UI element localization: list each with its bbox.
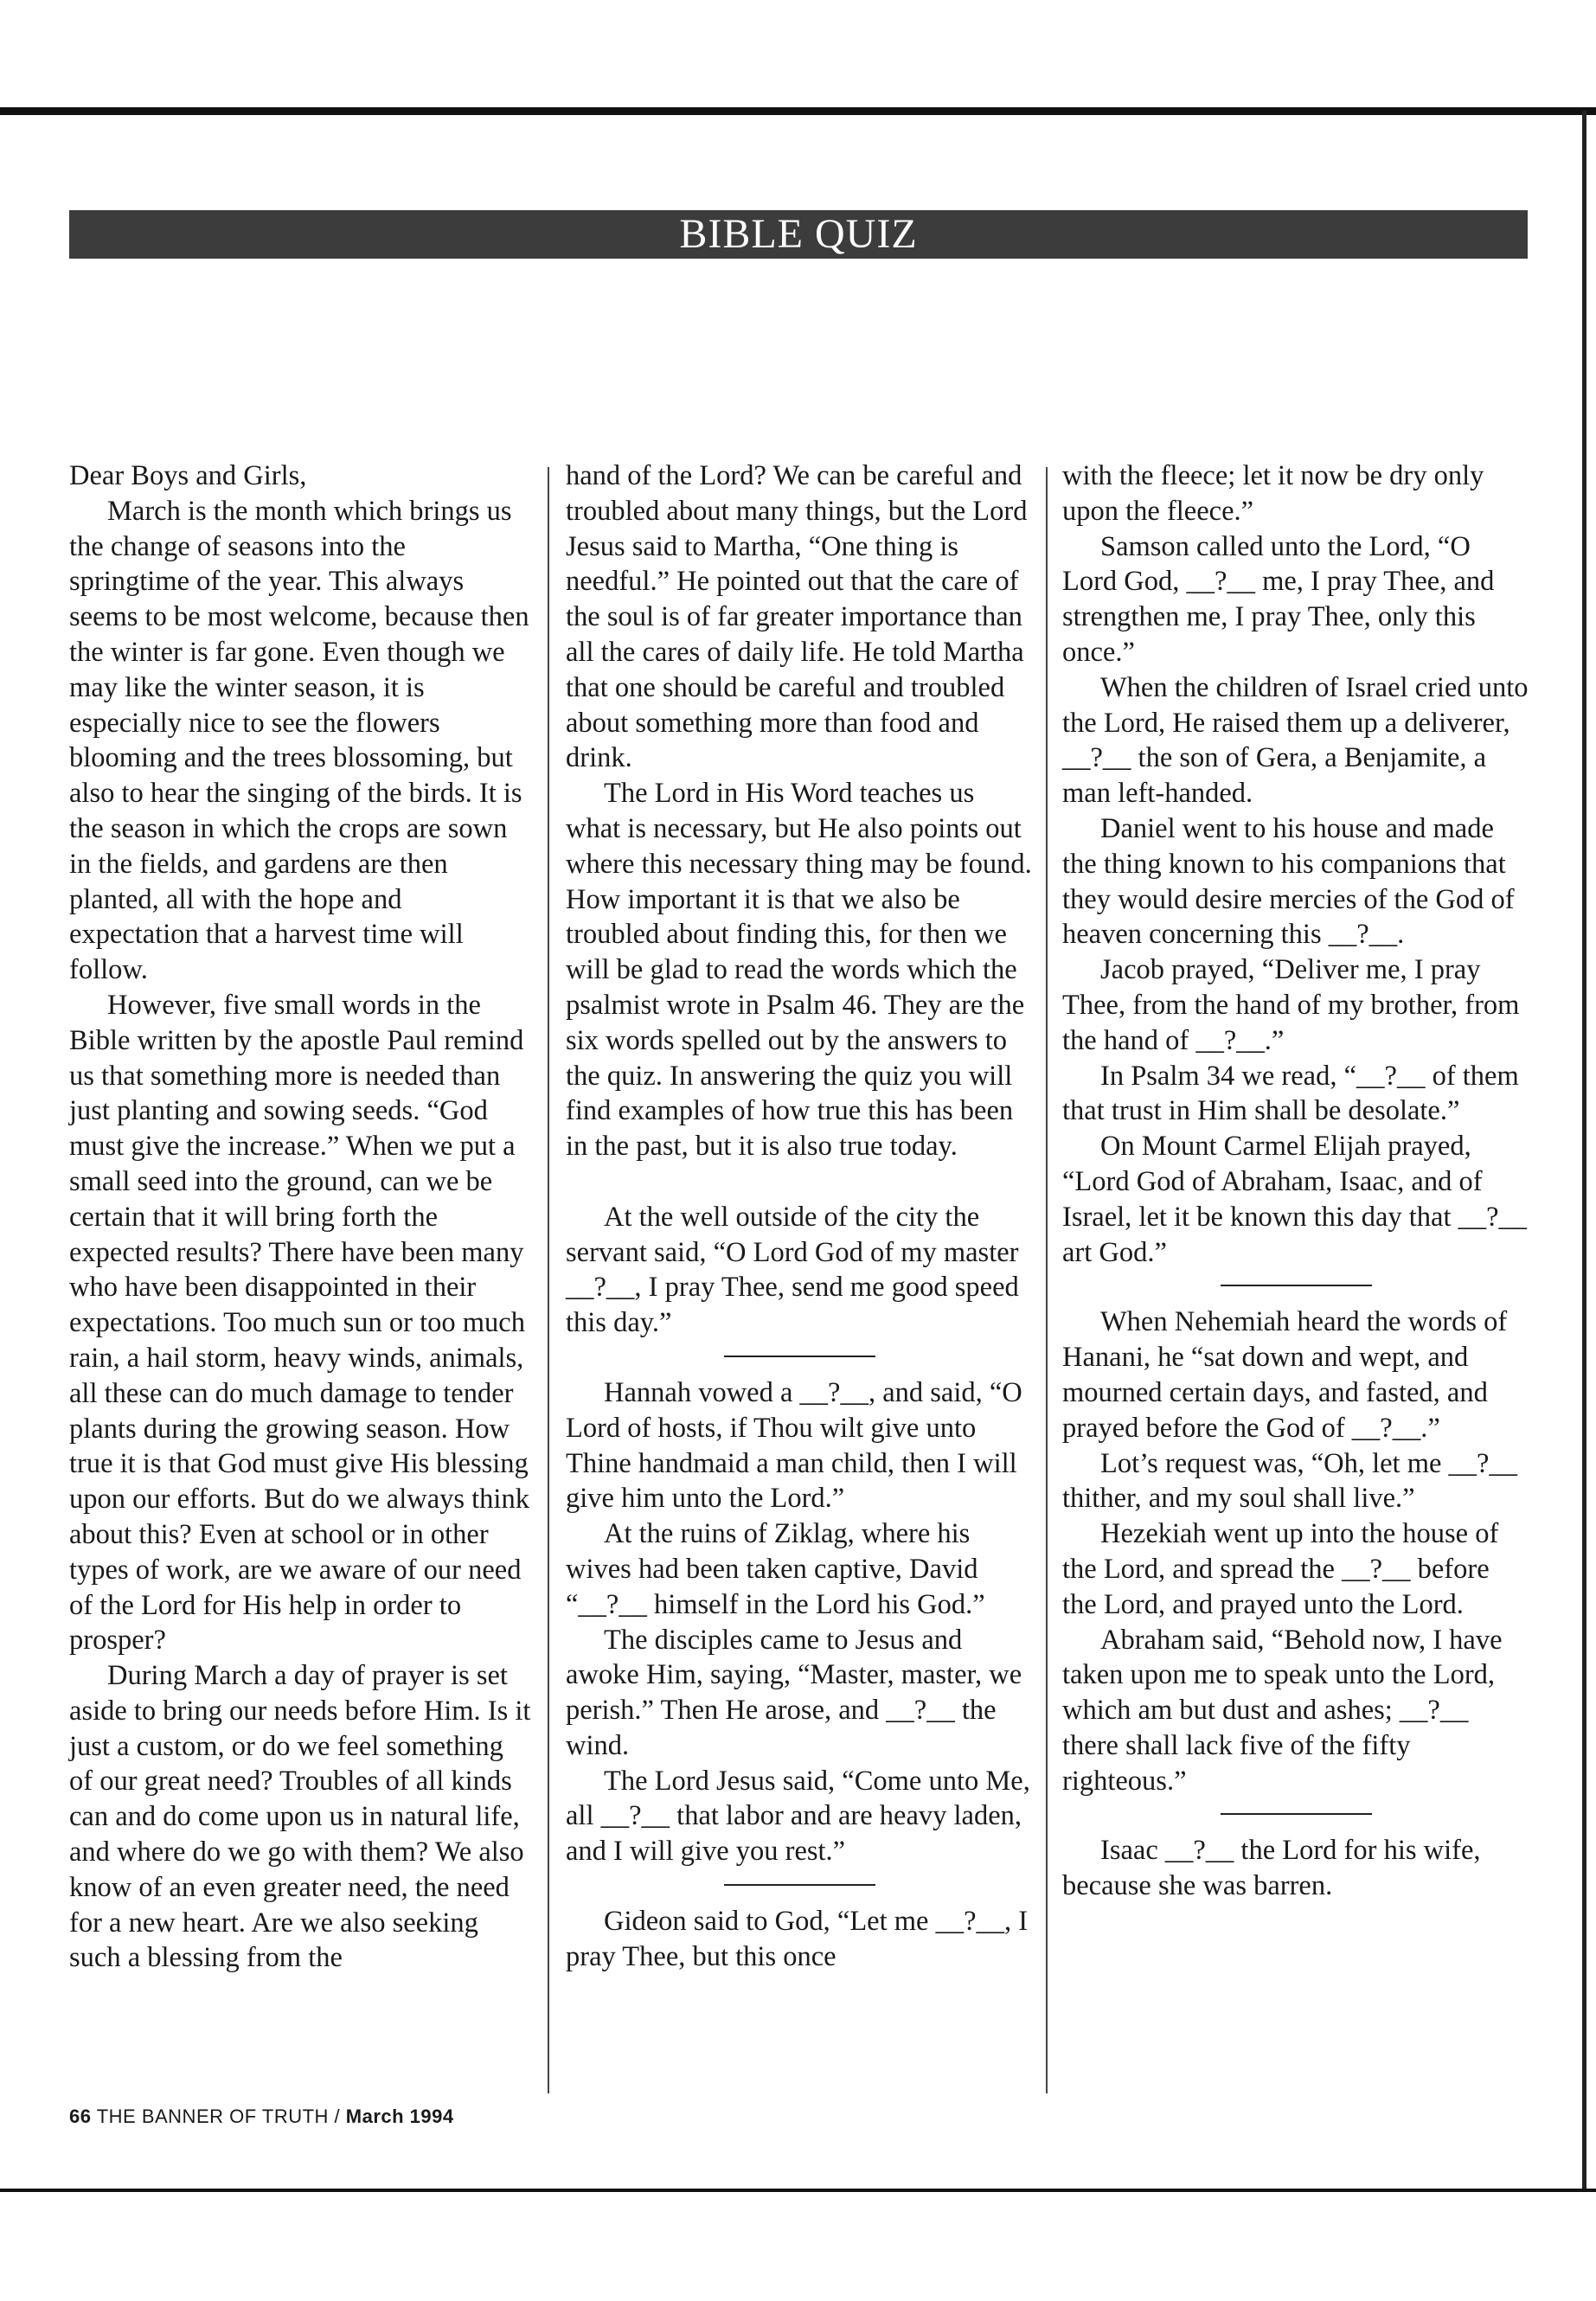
section-separator	[1221, 1285, 1372, 1286]
top-border-rule	[0, 107, 1596, 115]
quiz-question: When the children of Israel cried unto the Lord, He raised them up a deliverer, __?__ the son of Gera, a Benjamite, a man left-handed.	[1062, 671, 1529, 810]
quiz-question: On Mount Carmel Elijah prayed, “Lord God of Abraham, Isaac, and of Israel, let it be known this day that __?__ art God.”	[1062, 1131, 1528, 1268]
paragraph: The Lord in His Word teaches us what is necessary, but He also points out where this necessary thing may be found. How important it is that we also be troubled about finding this, for then we will be glad to read the words which the psalmist wrote in Psalm 46. They are the six words spelled out by the answers to the quiz. In answering the quiz you will find examples of how true this has been in the past, but it is also true today.	[566, 778, 1032, 1163]
column-divider	[1046, 467, 1048, 2093]
quiz-question: When Nehemiah heard the words of Hanani, he “sat down and wept, and mourned certain days, and fasted, and prayed before the God of __?__.”	[1062, 1306, 1508, 1444]
quiz-question-continued: with the fleece; let it now be dry only upon the fleece.”	[1062, 460, 1484, 527]
quiz-question: The disciples came to Jesus and awoke Him, saying, “Master, master, we perish.” Then He arose, and __?__ the wind.	[566, 1624, 1022, 1761]
article-column-2	[566, 458, 1033, 1975]
column-divider	[548, 467, 549, 2093]
paragraph: During March a day of prayer is set aside to bring our needs before Him. Is it just a custom, or do we feel something of our great need? Troubles of all kinds can and do come upon us in natural life, and where do we go with them? We also know of an even greater need, the need for a new heart. Are we also seeking such a blessing from the	[69, 1660, 531, 1974]
article-column-1	[69, 458, 532, 1976]
section-separator	[1221, 1813, 1372, 1815]
quiz-question: Hezekiah went up into the house of the Lord, and spread the __?__ before the Lord, and prayed unto the Lord.	[1062, 1518, 1499, 1620]
right-page-edge	[1582, 111, 1586, 2190]
issue-date: March 1994	[345, 2106, 454, 2127]
quiz-question: The Lord Jesus said, “Come unto Me, all __?__ that labor and are heavy laden, and I will give you rest.”	[566, 1765, 1030, 1868]
paragraph: hand of the Lord? We can be careful and troubled about many things, but the Lord Jesus said to Martha, “One thing is needful.” He pointed out that the care of the soul is of far greater importance than all the cares of daily life. He told Martha that one should be careful and troubled about something more than food and drink.	[566, 460, 1028, 774]
page-footer	[69, 2106, 454, 2128]
quiz-question: Samson called unto the Lord, “O Lord God, __?__ me, I pray Thee, and strengthen me, I pray Thee, only this once.”	[1062, 530, 1495, 668]
article-column-3	[1062, 458, 1529, 1904]
quiz-question: Jacob prayed, “Deliver me, I pray Thee, from the hand of my brother, from the hand of __?__.”	[1062, 954, 1520, 1056]
section-separator	[724, 1884, 875, 1886]
bottom-border-rule	[0, 2189, 1596, 2192]
quiz-question: In Psalm 34 we read, “__?__ of them that trust in Him shall be desolate.”	[1062, 1060, 1519, 1127]
page-title: BIBLE QUIZ	[679, 211, 918, 257]
quiz-question: Daniel went to his house and made the thing known to his companions that they would desire mercies of the God of heaven concerning this __?__.	[1062, 812, 1515, 951]
quiz-question: At the well outside of the city the servant said, “O Lord God of my master __?__, I pray Thee, send me good speed this day.”	[566, 1201, 1019, 1339]
paragraph: March is the month which brings us the change of seasons into the springtime of the year. This always seems to be most welcome, because then the winter is far gone. Even though we may like the winter season, it is especially nice to see the flowers blooming and the trees blossoming, but also to hear the singing of the birds. It is the season in which the crops are sown in the fields, and gardens are then planted, all with the hope and expectation that a harvest time will follow.	[69, 495, 529, 986]
quiz-question: Hannah vowed a __?__, and said, “O Lord of hosts, if Thou wilt give unto Thine handmaid a man child, then I will give him unto the Lord.”	[566, 1376, 1022, 1515]
page-number: 66	[69, 2106, 92, 2127]
quiz-question: Lot’s request was, “Oh, let me __?__ thither, and my soul shall live.”	[1062, 1447, 1517, 1515]
quiz-title-banner	[69, 210, 1528, 259]
quiz-question: Isaac __?__ the Lord for his wife, because she was barren.	[1062, 1835, 1481, 1902]
section-separator	[724, 1356, 875, 1357]
paragraph: However, five small words in the Bible written by the apostle Paul remind us that something more is needed than just planting and sowing seeds. “God must give the increase.” When we put a small seed into the ground, can we be certain that it will bring forth the expected results? There have been many who have been disappointed in their expectations. Too much sun or too much rain, a hail storm, heavy winds, animals, all these can do much damage to tender plants during the growing season. How true it is that God must give His blessing upon our efforts. But do we always think about this? Even at school or in other types of work, are we aware of our need of the Lord for His help in order to prosper?	[69, 989, 529, 1657]
quiz-question: Gideon said to God, “Let me __?__, I pray Thee, but this once	[566, 1906, 1029, 1972]
quiz-question: Abraham said, “Behold now, I have taken upon me to speak unto the Lord, which am but dust and ashes; __?__ there shall lack five of the fifty righteous.”	[1062, 1624, 1503, 1797]
salutation: Dear Boys and Girls,	[69, 460, 307, 491]
publication-name: THE BANNER OF TRUTH /	[96, 2106, 346, 2127]
quiz-question: At the ruins of Ziklag, where his wives had been taken captive, David “__?__ himself in the Lord his God.”	[566, 1518, 985, 1620]
